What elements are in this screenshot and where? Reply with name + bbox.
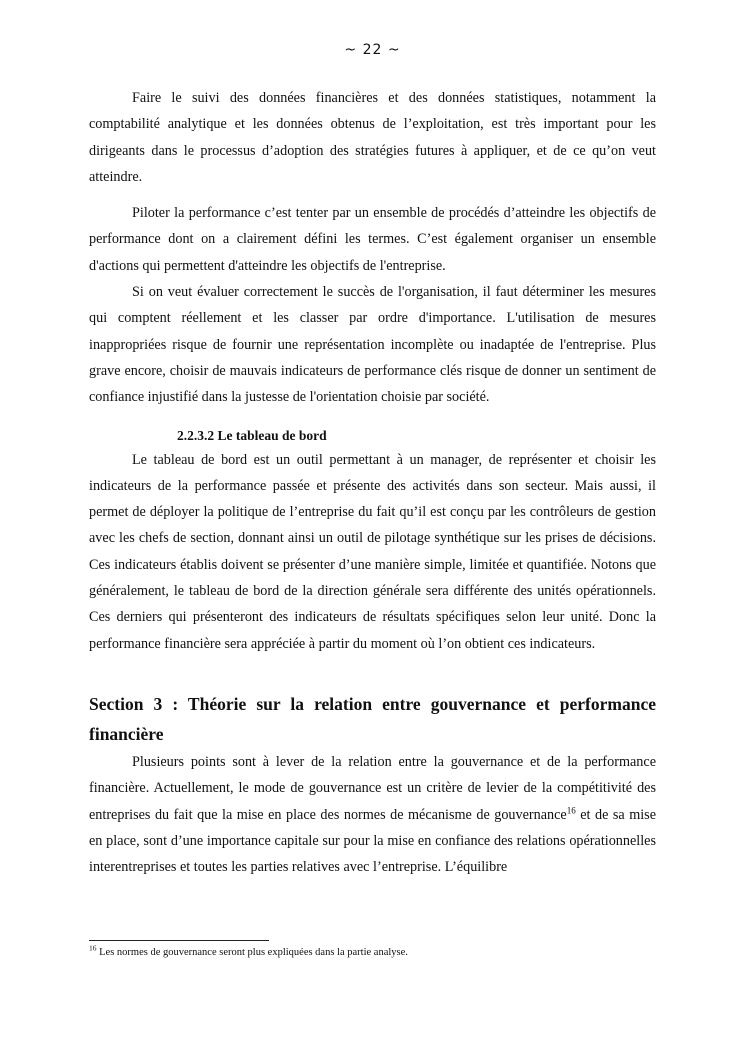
- subheading-tableau-de-bord: 2.2.3.2 Le tableau de bord: [177, 427, 327, 443]
- footnote-reference[interactable]: 16: [566, 804, 576, 815]
- section-title: [89, 689, 656, 749]
- section-title-line-2: financière: [89, 723, 164, 744]
- footnote-separator: [89, 940, 269, 941]
- footnote-number: 16: [89, 943, 97, 953]
- paragraph-measures: Si on veut évaluer correctement le succès de l'organisation, il faut déterminer les mesures qui comptent réellement et les classer par ordre d'importance. L'utilisation de mesures inappropriées risque de fournir une représentation incomplète ou inadaptée de l'entreprise. Plus grave encore, choisir de mauvais indicateurs de performance clés risque de donner un sentiment de confiance injustifié dans la justesse de l'orientation choisie par société.: [89, 284, 656, 406]
- section-title-line-1: Section 3 : Théorie sur la relation entre gouvernance et performance: [89, 693, 656, 714]
- footnote: [89, 943, 408, 960]
- paragraph-text-after-note: et de sa mise en place, sont d’une importance capitale sur pour la mise en confiance des relations opérationnelles interentreprises et toutes les parties relatives avec l’entreprise. L’équilibre: [89, 806, 656, 876]
- footnote-text: Les normes de gouvernance seront plus expliquées dans la partie analyse.: [96, 947, 408, 958]
- paragraph-governance-performance: [89, 749, 656, 880]
- body-text: [89, 85, 656, 880]
- page-number: ~ 22 ~: [344, 42, 401, 58]
- paragraph-tableau-de-bord: Le tableau de bord est un outil permettant à un manager, de représenter et choisir les indicateurs de la performance passée et présente des activités dans son secteur. Mais aussi, il permet de déployer la politique de l’entreprise du fait qu’il est conçu par les contrôleurs de gestion avec les chefs de section, donnant ainsi un outil de pilotage synthétique sur les prises de décisions. Ces indicateurs établis doivent se présenter d’une manière simple, limitée et quantifiée. Notons que généralement, le tableau de bord de la direction générale sera différente des unités opérationnels. Ces derniers qui présenteront des indicateurs de résultats spécifiques selon leur unité. Donc la performance financière sera appréciée à partir du moment où l’on obtient ces indicateurs.: [89, 451, 656, 652]
- paragraph-text-before-note: Plusieurs points sont à lever de la relation entre la gouvernance et de la performance financière. Actuellement, le mode de gouvernance est un critère de levier de la compétitivité des entreprises du fait que la mise en place des normes de mécanisme de gouvernance: [89, 753, 656, 823]
- paragraph-data-tracking: Faire le suivi des données financières et des données statistiques, notamment la comptabilité analytique et les données obtenus de l’exploitation, est très important pour les dirigeants dans le processus d’adoption des stratégies futures à appliquer, et de ce qu’on veut atteindre.: [89, 90, 656, 185]
- paragraph-performance-steering: Piloter la performance c’est tenter par un ensemble de procédés d’atteindre les objectifs de performance dont on a clairement défini les termes. C’est également organiser un ensemble d'actions qui permettent d'atteindre les objectifs de l'entreprise.: [89, 205, 656, 274]
